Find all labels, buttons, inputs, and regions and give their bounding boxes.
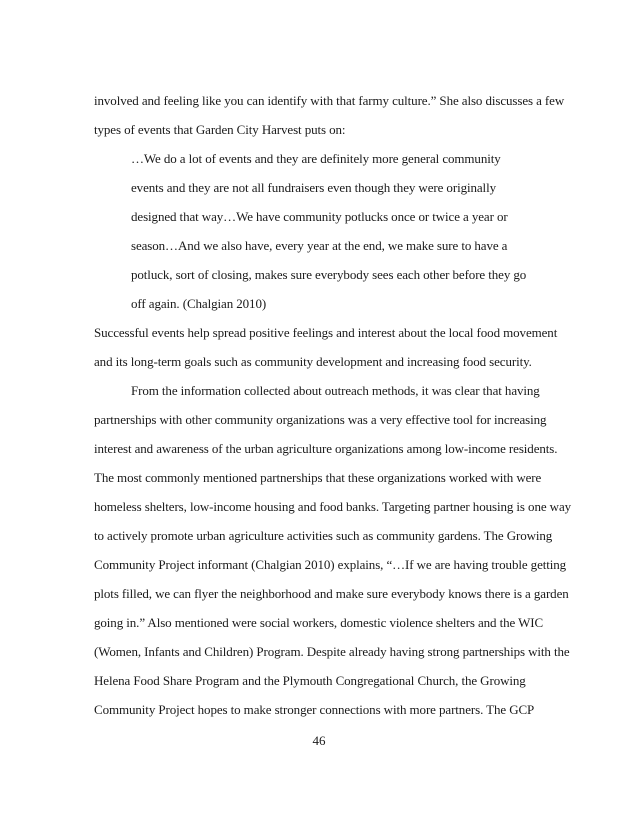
block-quote-line: off again. (Chalgian 2010) <box>131 296 267 311</box>
block-quote-line: …We do a lot of events and they are definitely more general community <box>131 151 501 166</box>
text-line: interest and awareness of the urban agriculture organizations among low-income residents. <box>94 441 558 456</box>
text-line: involved and feeling like you can identify with that farmy culture.” She also discusses a few <box>94 93 565 108</box>
text-line: homeless shelters, low-income housing and food banks. Targeting partner housing is one way <box>94 499 572 514</box>
text-line: going in.” Also mentioned were social workers, domestic violence shelters and the WIC <box>94 615 544 630</box>
block-quote-line: potluck, sort of closing, makes sure everybody sees each other before they go <box>131 267 527 282</box>
block-quote-line: events and they are not all fundraisers even though they were originally <box>131 180 496 195</box>
text-line: Helena Food Share Program and the Plymouth Congregational Church, the Growing <box>94 673 526 688</box>
text-line: Community Project informant (Chalgian 2010) explains, “…If we are having trouble getting <box>94 557 567 572</box>
text-line: Successful events help spread positive feelings and interest about the local food movement <box>94 325 558 340</box>
text-line: Community Project hopes to make stronger connections with more partners. The GCP <box>94 702 535 717</box>
text-line: to actively promote urban agriculture activities such as community gardens. The Growing <box>94 528 553 543</box>
text-line: partnerships with other community organizations was a very effective tool for increasing <box>94 412 547 427</box>
text-line: plots filled, we can flyer the neighborhood and make sure everybody knows there is a garden <box>94 586 569 601</box>
text-line: (Women, Infants and Children) Program. Despite already having strong partnerships with the <box>94 644 570 659</box>
text-line: The most commonly mentioned partnerships that these organizations worked with were <box>94 470 542 485</box>
block-quote-line: designed that way…We have community potlucks once or twice a year or <box>131 209 508 224</box>
block-quote-line: season…And we also have, every year at the end, we make sure to have a <box>131 238 508 253</box>
page-number: 46 <box>312 733 326 748</box>
text-line: types of events that Garden City Harvest puts on: <box>94 122 346 137</box>
paragraph-first-line: From the information collected about outreach methods, it was clear that having <box>131 383 540 398</box>
text-line: and its long-term goals such as community development and increasing food security. <box>94 354 532 369</box>
